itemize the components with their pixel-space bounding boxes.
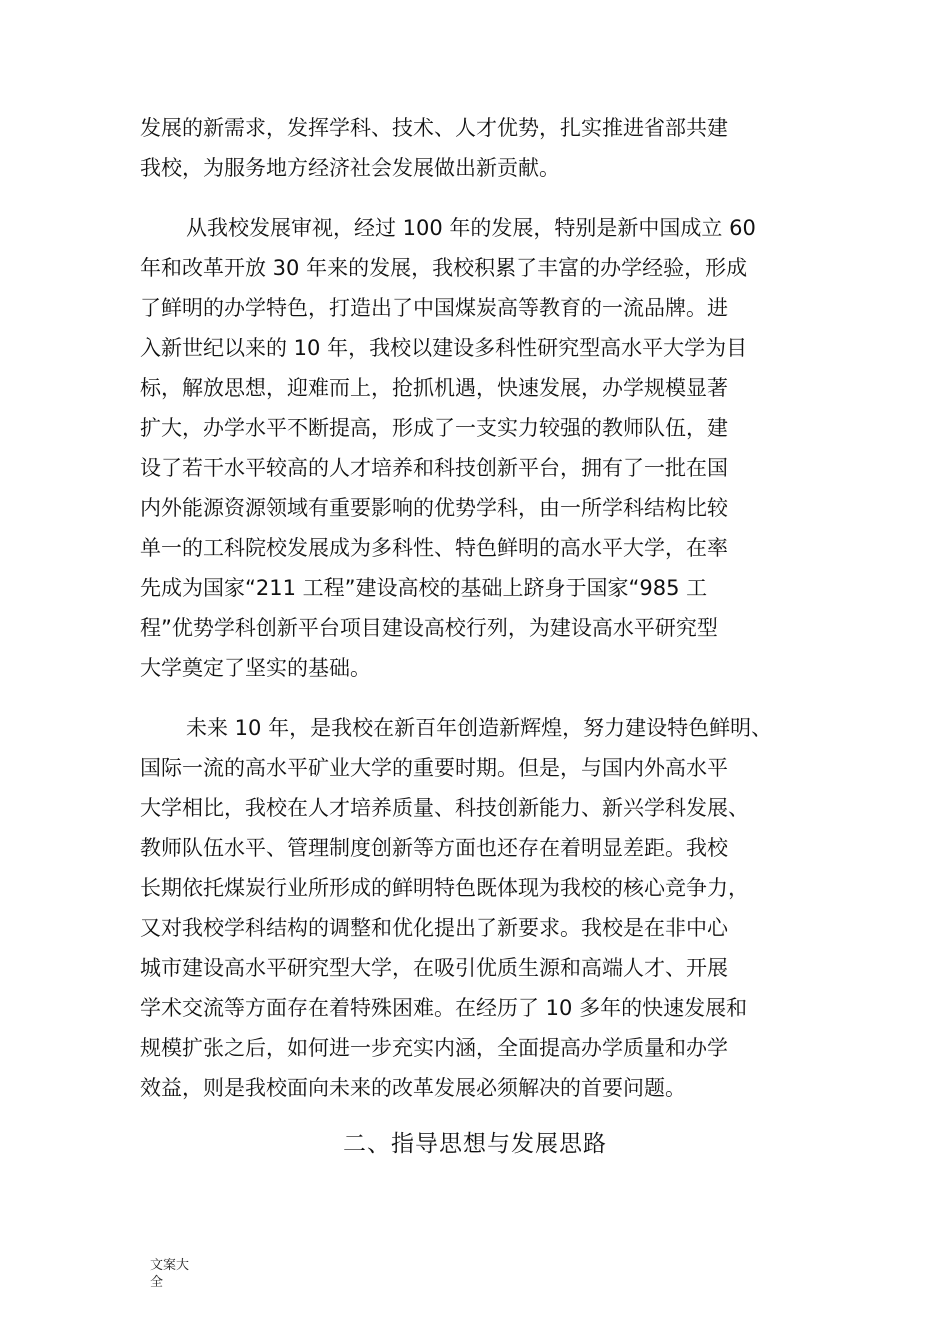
paragraph-3-line-6: 又对我校学科结构的调整和优化提出了新要求。我校是在非中心: [140, 916, 728, 940]
paragraph-2-line-4: 入新世纪以来的 10 年，我校以建设多科性研究型高水平大学为目: [140, 336, 748, 360]
paragraph-2-line-2: 年和改革开放 30 年来的发展，我校积累了丰富的办学经验，形成: [140, 256, 748, 280]
paragraph-2-line-8: 内外能源资源领域有重要影响的优势学科，由一所学科结构比较: [140, 496, 728, 520]
paragraph-2-line-5: 标，解放思想，迎难而上，抢抓机遇，快速发展，办学规模显著: [140, 376, 728, 400]
paragraph-3-line-3: 大学相比，我校在人才培养质量、科技创新能力、新兴学科发展、: [140, 796, 749, 820]
paragraph-2-line-12: 大学奠定了坚实的基础。: [140, 656, 371, 680]
paragraph-2-line-11: 程”优势学科创新平台项目建设高校行列，为建设高水平研究型: [140, 616, 718, 640]
paragraph-3-line-8: 学术交流等方面存在着特殊困难。在经历了 10 多年的快速发展和: [140, 996, 748, 1020]
paragraph-2-line-3: 了鲜明的办学特色，打造出了中国煤炭高等教育的一流品牌。进: [140, 296, 728, 320]
paragraph-3-line-4: 教师队伍水平、管理制度创新等方面也还存在着明显差距。我校: [140, 836, 728, 860]
paragraph-3-line-9: 规模扩张之后，如何进一步充实内涵，全面提高办学质量和办学: [140, 1036, 728, 1060]
paragraph-3-line-7: 城市建设高水平研究型大学，在吸引优质生源和高端人才、开展: [140, 956, 728, 980]
paragraph-2-line-6: 扩大，办学水平不断提高，形成了一支实力较强的教师队伍，建: [140, 416, 728, 440]
paragraph-1-line-2: 我校，为服务地方经济社会发展做出新贡献。: [140, 156, 560, 180]
paragraph-3-line-1: 未来 10 年，是我校在新百年创造新辉煌，努力建设特色鲜明、: [186, 716, 773, 740]
paragraph-2-line-7: 设了若干水平较高的人才培养和科技创新平台，拥有了一批在国: [140, 456, 728, 480]
paragraph-3-line-5: 长期依托煤炭行业所形成的鲜明特色既体现为我校的核心竞争力，: [140, 876, 749, 900]
paragraph-3-line-10: 效益，则是我校面向未来的改革发展必须解决的首要问题。: [140, 1076, 686, 1100]
paragraph-2-line-1: 从我校发展审视，经过 100 年的发展，特别是新中国成立 60: [186, 216, 756, 240]
paragraph-1-line-1: 发展的新需求，发挥学科、技术、人才优势，扎实推进省部共建: [140, 116, 728, 140]
footer-text: 文案大全: [150, 1258, 190, 1290]
paragraph-2-line-9: 单一的工科院校发展成为多科性、特色鲜明的高水平大学，在率: [140, 536, 728, 560]
paragraph-2-line-10: 先成为国家“211 工程”建设高校的基础上跻身于国家“985 工: [140, 576, 708, 600]
section-heading: 二、指导思想与发展思路: [343, 1131, 607, 1157]
paragraph-3-line-2: 国际一流的高水平矿业大学的重要时期。但是，与国内外高水平: [140, 756, 728, 780]
